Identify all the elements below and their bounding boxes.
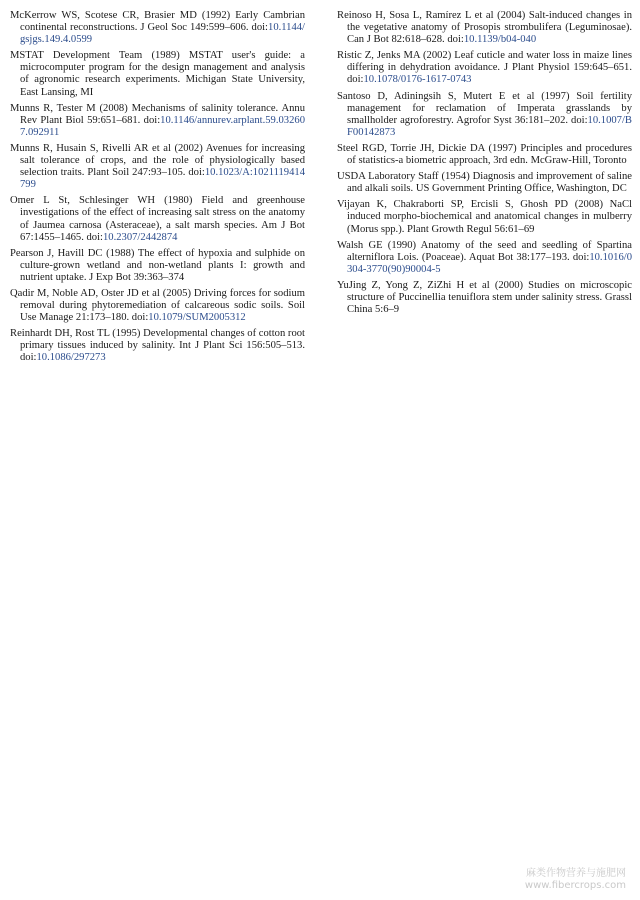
doi-link[interactable]: 10.2307/2442874 <box>103 231 178 243</box>
reference-entry: Pearson J, Havill DC (1988) The effect of hypoxia and sulphide on culture-grown wetland and non-wetland plants I: growth and nutrient uptake. J Exp Bot 39:363–374 <box>10 247 305 283</box>
doi-link[interactable]: 10.1023/A:1021119414799 <box>20 167 305 191</box>
site-watermark <box>525 868 626 892</box>
reference-entry: Omer L St, Schlesinger WH (1980) Field and greenhouse investigations of the effect of increasing salt stress on the anatomy of Jaumea carnosa (Asteraceae), a salt marsh species. Am J Bot 67:1455–1465. doi:10.2307/2442874 <box>10 195 305 243</box>
reference-entry: Qadir M, Noble AD, Oster JD et al (2005) Driving forces for sodium removal during phytoremediation of calcareous sodic soils. Soil Use Manage 21:173–180. doi:10.1079/SUM2005312 <box>10 287 305 324</box>
reference-column-right <box>337 10 632 320</box>
reference-entry: USDA Laboratory Staff (1954) Diagnosis and improvement of saline and alkali soils. US Government Printing Office, Washington, DC <box>337 171 632 195</box>
reference-entry: Munns R, Tester M (2008) Mechanisms of salinity tolerance. Annu Rev Plant Biol 59:651–681. doi:10.1146/annurev.arplant.59.032607.092911 <box>10 102 305 138</box>
reference-entry: YuJing Z, Yong Z, ZiZhi H et al (2000) Studies on microscopic structure of Puccinellia tenuiflora stem under salinity stress. Grassl China 5:6–9 <box>337 279 632 316</box>
reference-entry: Reinoso H, Sosa L, Ramírez L et al (2004) Salt-induced changes in the vegetative anatomy of Prosopis strombulifera (Leguminosae). Can J Bot 82:618–628. doi:10.1139/b04-040 <box>337 10 632 46</box>
reference-entry: Walsh GE (1990) Anatomy of the seed and seedling of Spartina alterniflora Lois. (Poaceae). Aquat Bot 38:177–193. doi:10.1016/0304-3770(90)90004-5 <box>337 239 632 275</box>
doi-link[interactable]: 10.1139/b04-040 <box>463 34 537 46</box>
reference-entry: Ristic Z, Jenks MA (2002) Leaf cuticle and water loss in maize lines differing in dehydration avoidance. J Plant Physiol 159:645–651. doi:10.1078/0176-1617-0743 <box>337 50 632 86</box>
doi-link[interactable]: 10.1078/0176-1617-0743 <box>363 74 472 86</box>
reference-entry: Vijayan K, Chakraborti SP, Ercisli S, Ghosh PD (2008) NaCl induced morpho-biochemical and anatomical changes in mulberry (Morus spp.). Plant Growth Regul 56:61–69 <box>337 199 632 235</box>
doi-link[interactable]: 10.1016/0304-3770(90)90004-5 <box>347 251 632 275</box>
doi-link[interactable]: 10.1007/BF00142873 <box>347 114 632 138</box>
reference-entry: Steel RGD, Torrie JH, Dickie DA (1997) Principles and procedures of statistics-a biometric approach, 3rd edn. McGraw-Hill, Toronto <box>337 142 632 167</box>
reference-entry: Reinhardt DH, Rost TL (1995) Developmental changes of cotton root primary tissues induced by salinity. Int J Plant Sci 156:505–513. doi:10.1086/297273 <box>10 328 305 364</box>
watermark-url: www.fibercrops.com <box>524 880 626 891</box>
doi-link[interactable]: 10.1086/297273 <box>36 352 106 364</box>
reference-entry: MSTAT Development Team (1989) MSTAT user's guide: a microcomputer program for the design management and analysis of agronomic research experiments. Michigan State University, East Lansing, MI <box>10 50 305 98</box>
reference-entry: Munns R, Husain S, Rivelli AR et al (2002) Avenues for increasing salt tolerance of crops, and the role of physiologically based selection traits. Plant Soil 247:93–105. doi:10.1023/A:1021119414799 <box>10 142 305 191</box>
reference-column-left <box>10 10 305 369</box>
doi-link[interactable]: 10.1146/annurev.arplant.59.032607.092911 <box>20 114 305 138</box>
reference-entry: Santoso D, Adiningsih S, Mutert E et al (1997) Soil fertility management for reclamation of Imperata grasslands by smallholder agroforestry. Agrofor Syst 36:181–202. doi:10.1007/BF00142873 <box>337 90 632 138</box>
watermark-site-name: 麻类作物营养与施肥网 <box>526 868 626 879</box>
reference-entry: McKerrow WS, Scotese CR, Brasier MD (1992) Early Cambrian continental reconstructions. J Geol Soc 149:599–606. doi:10.1144/gsjgs.149.4.0599 <box>10 10 305 46</box>
doi-link[interactable]: 10.1144/gsjgs.149.4.0599 <box>20 22 305 46</box>
doi-link[interactable]: 10.1079/SUM2005312 <box>148 312 246 324</box>
